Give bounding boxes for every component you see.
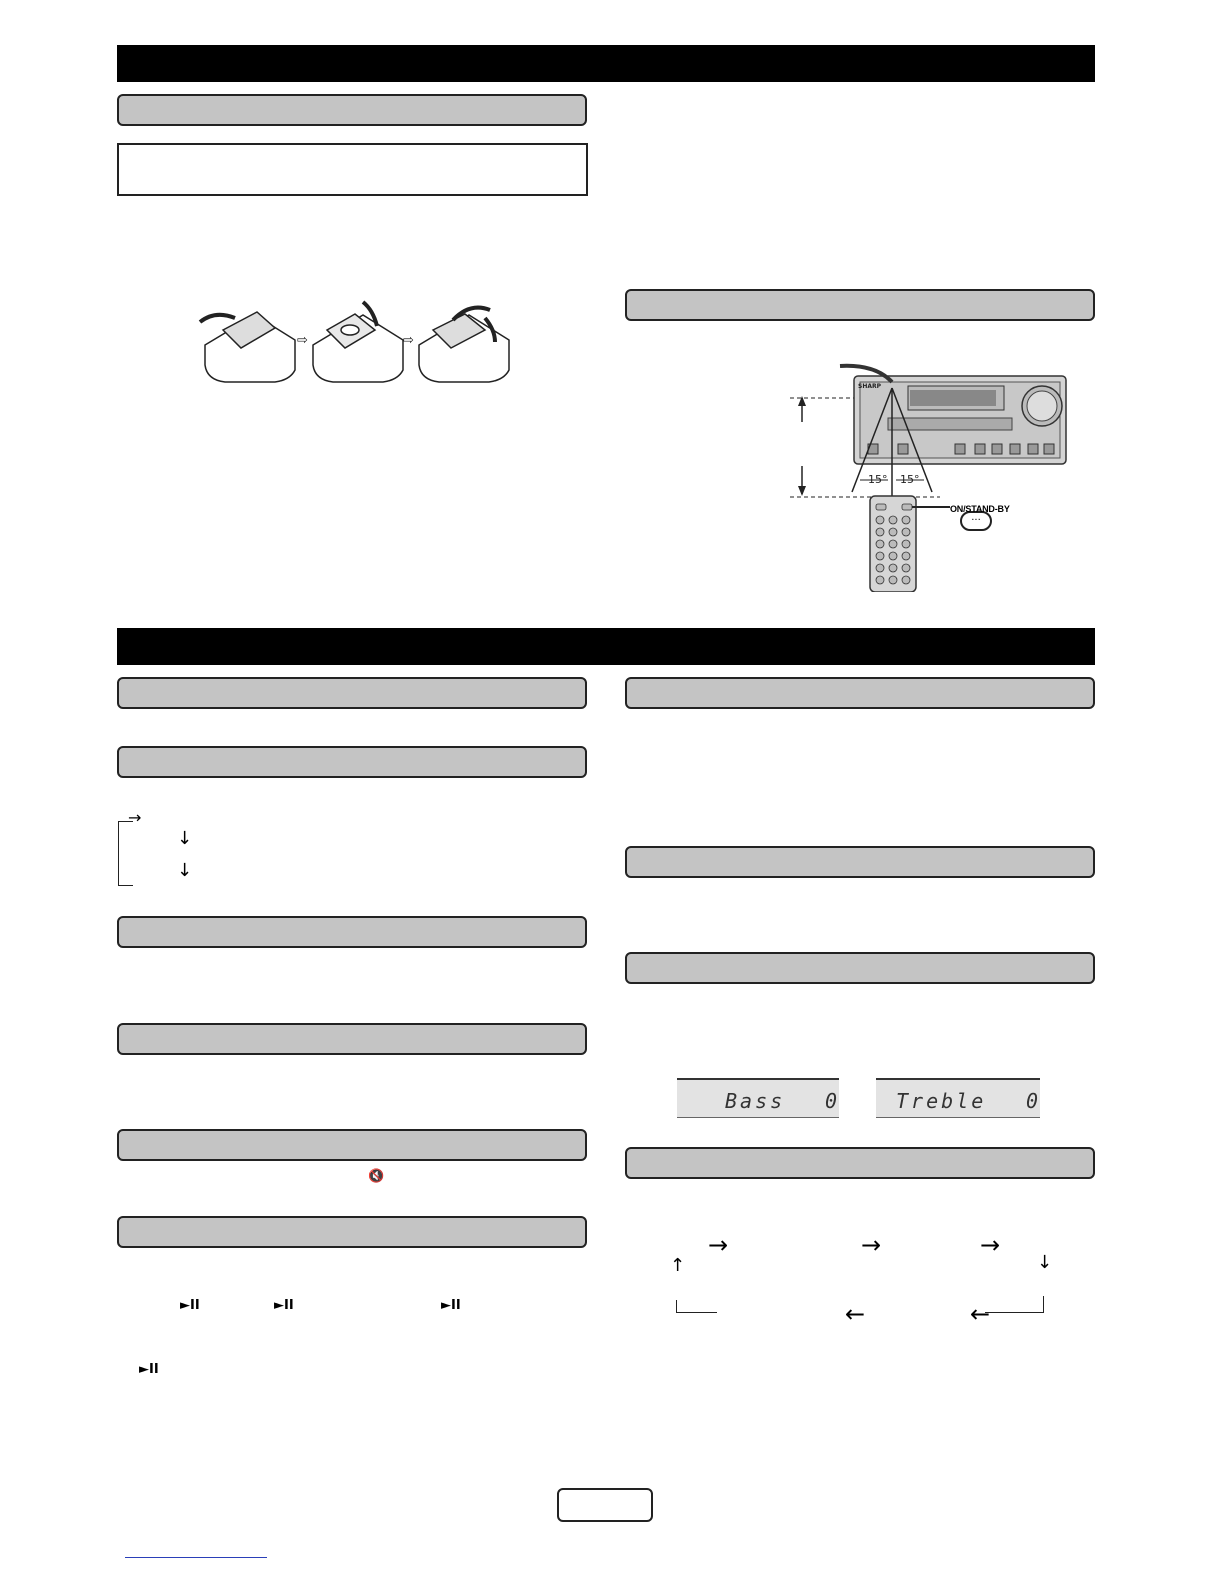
cycle-arrow-right-icon-2: → [861, 1231, 882, 1259]
angle-left-label: 15° [868, 473, 888, 486]
angle-right-label: 15° [900, 473, 920, 486]
subsection-header-right-3 [625, 846, 1095, 878]
on-standby-label: ON/STAND-BY [950, 504, 1010, 514]
play-pause-icon-4: ►II [139, 1362, 159, 1377]
subsection-header-right-5 [625, 1147, 1095, 1179]
play-pause-icon-3: ►II [441, 1298, 461, 1313]
battery-installation-illustration [195, 300, 515, 395]
section-header-bar-top [117, 45, 1095, 82]
subsection-header-left-7 [117, 1216, 587, 1248]
loop-arrow-down-icon-1: ↓ [177, 828, 193, 849]
subsection-header-left-5 [117, 1023, 587, 1055]
cycle-arrow-down-icon: ↓ [1037, 1252, 1053, 1273]
lcd-bass-value: 0 [825, 1089, 841, 1113]
remote-step-1 [200, 312, 295, 382]
play-pause-icon-1: ►II [180, 1298, 200, 1313]
cycle-arrow-right-icon-1: → [708, 1231, 729, 1259]
subsection-header-right-2 [625, 677, 1095, 709]
subsection-header-right-4 [625, 952, 1095, 984]
on-standby-button-glyph: ··· [971, 515, 981, 526]
subsection-header-left-3 [117, 746, 587, 778]
loop-arrow-down-icon-2: ↓ [177, 860, 193, 881]
subsection-header-left-4 [117, 916, 587, 948]
mute-icon: 🔇 [368, 1169, 385, 1184]
cycle-return-right-line [985, 1296, 1044, 1313]
subsection-header-left-1 [117, 94, 587, 126]
lcd-bass-label: Bass [725, 1089, 786, 1113]
svg-text:⇨: ⇨ [403, 333, 414, 348]
lcd-treble [876, 1078, 1040, 1118]
subsection-header-right-1 [625, 289, 1095, 321]
notice-box [117, 143, 588, 196]
page-number-box [557, 1488, 653, 1522]
lcd-treble-label: Treble [896, 1089, 987, 1113]
svg-text:⇨: ⇨ [297, 333, 308, 348]
lcd-bass [677, 1078, 839, 1118]
loop-arrow-right-icon: → [128, 808, 142, 827]
cycle-arrow-left-icon-2: ← [970, 1300, 991, 1328]
lcd-treble-value: 0 [1026, 1089, 1042, 1113]
section-header-bar-middle [117, 628, 1095, 665]
subsection-header-left-2 [117, 677, 587, 709]
play-pause-icon-2: ►II [274, 1298, 294, 1313]
footer-link-underline [125, 1557, 267, 1558]
cycle-arrow-left-icon-1: ← [845, 1300, 866, 1328]
remote-step-3 [419, 308, 509, 382]
cycle-arrow-up-icon: ↑ [670, 1255, 686, 1276]
remote-step-2 [313, 302, 403, 382]
remote-range-illustration [780, 360, 1080, 592]
cycle-arrow-right-icon-3: → [980, 1231, 1001, 1259]
brand-logo: SHARP [858, 383, 882, 390]
subsection-header-left-6 [117, 1129, 587, 1161]
loop-bracket [118, 821, 133, 886]
cycle-return-left-corner [676, 1300, 717, 1313]
